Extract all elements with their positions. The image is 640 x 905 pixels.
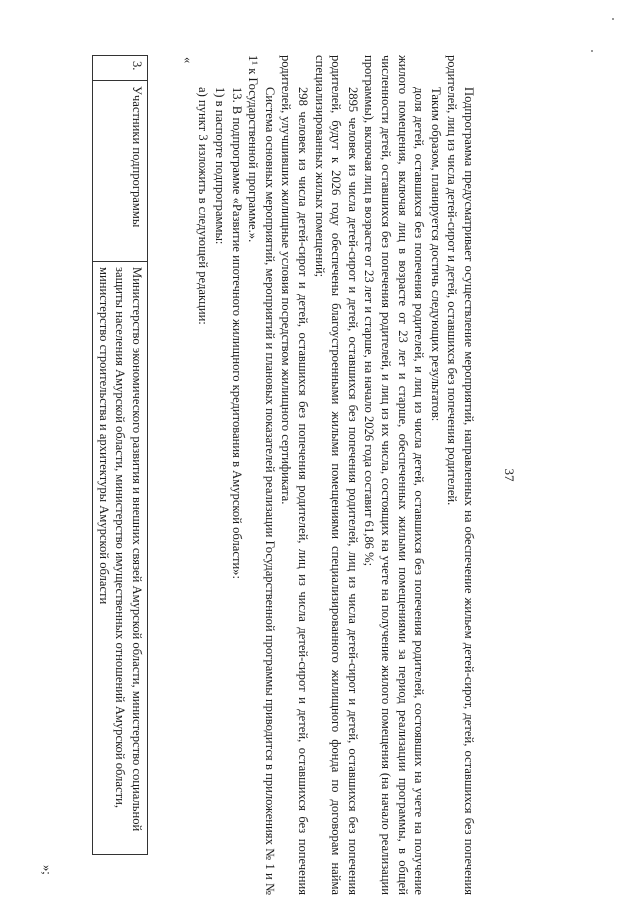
table-row-number: 3.	[93, 56, 148, 81]
rotated-page-content	[0, 55, 517, 895]
closing-quote: »;	[40, 865, 54, 875]
paragraph-subitem-a: а) пункт 3 изложить в следующей редакции:	[196, 87, 211, 325]
paragraph-subitem-1: 1) в паспорте подпрограммы:	[213, 87, 228, 245]
paragraph-system: Система основных мероприятий, мероприятий и плановых показателей реализации Государственной программы приводится в приложениях № 1 и № 1¹ к Государственной программе.».	[246, 55, 277, 895]
passport-table	[92, 55, 148, 855]
body-text	[180, 55, 477, 895]
paragraph-298-result: 298 человек из числа детей-сирот и детей, оставшихся без попечения родителей, лиц из числа детей-сирот и детей, оставшихся без попечения родителей, улучшивших жилищные условия посредством жилищного сертификата.	[279, 55, 311, 895]
paragraph-results-heading: Таким образом, планируется достичь следующих результатов:	[428, 87, 443, 422]
table-row-label: Участники подпрограммы	[93, 81, 148, 262]
paragraph-item-13: 13. В подпрограмме «Развитие ипотечного жилищного кредитования в Амурской области»:	[229, 87, 244, 579]
paragraph-intro: Подпрограмма предусматривает осуществление мероприятий, направленных на обеспечение жильем детей-сирот, детей, оставшихся без попечения родителей, лиц из числа детей-сирот и детей, оставшихся без попечения родителей.	[445, 55, 476, 895]
table-row-value: Министерство экономического развития и внешних связей Амурской области, министерство социальной защиты населения Амурской области, министерство имущественных отношений Амурской области, министерство строительства и архитектуры Амурской области	[93, 262, 148, 855]
paragraph-share-result: доля детей, оставшихся без попечения родителей, и лиц из числа детей, оставшихся без попечения родителей, состоявших на учете на получение жилого помещения, включая лиц в возрасте от 23 лет и старше, обеспеченных жилыми помещениями за период реализации программы, в общей численности детей, оставшихся без попечения родителей, и лиц из их числа, состоящих на учете на получение жилого помещения (на начало реализации программы), включая лиц в возрасте от 23 лет и старше, на начало 2026 года составит 61,86 %;	[362, 55, 427, 895]
scan-speck	[591, 50, 593, 52]
page-number: 37	[502, 468, 517, 482]
opening-quote: «	[180, 57, 195, 64]
scan-speck	[612, 18, 614, 20]
paragraph-2895-result: 2895 человек из числа детей-сирот и детей, оставшихся без попечения родителей, лиц из числа детей-сирот и детей, оставшихся без попечения родителей, будут к 2026 году обеспечены благоустроенными жилыми помещениями специализированного жилищного фонда по договорам найма специализированных жилых помещений;	[312, 55, 360, 895]
table-row	[93, 56, 148, 855]
